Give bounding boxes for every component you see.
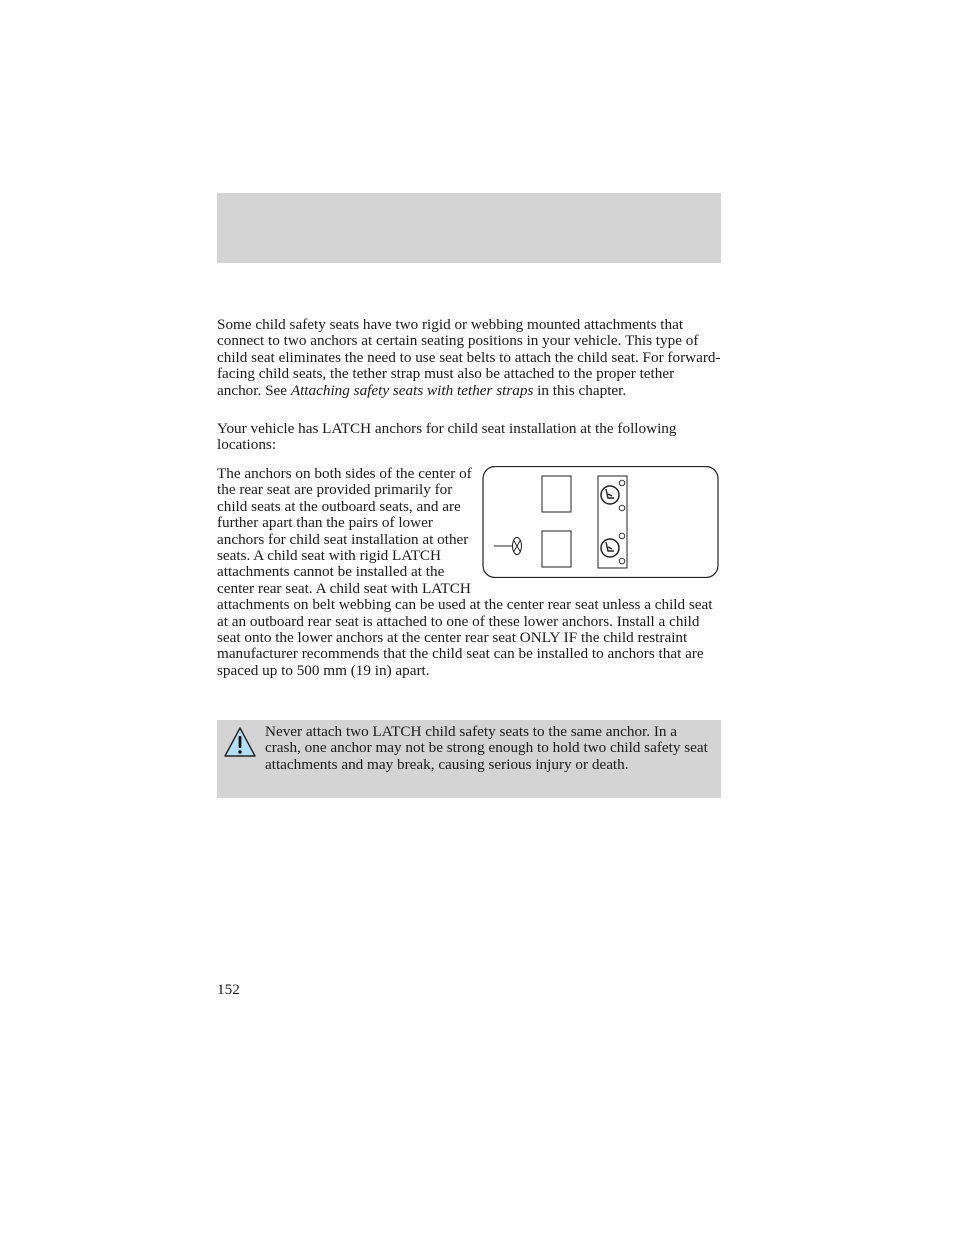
page-number: 152: [217, 981, 240, 998]
warning-box: [217, 720, 721, 798]
intro-paragraph: [217, 317, 721, 399]
section-header-band: [217, 193, 721, 263]
warning-text: Never attach two LATCH child safety seats to the same anchor. In a crash, one anchor may not be strong enough to hold two child safety seat attachments and may break, causing serious injury or death.: [265, 723, 708, 773]
intro-text: Some child safety seats have two rigid or webbing mounted attachments that connect to two anchors at certain seating positions in your vehicle. This type of child seat eliminates the need to use seat belts to attach the child seat. For forward-facing child seats, the tether strap must also be attached to the proper tether anchor. See: [217, 316, 721, 399]
latch-anchor-diagram: [482, 466, 720, 578]
anchors-paragraph: The anchors on both sides of the center of the rear seat are provided primarily for child seats at the outboard seats, and are further apart than the pairs of lower anchors for child seat installation at other seats. A child seat with rigid LATCH attachments cannot be installed at the center rear seat. A child seat with LATCH attachments on belt webbing can be used at the center rear seat unless a child seat at an outboard rear seat is attached to one of these lower anchors. Install a child seat onto the lower anchors at the center rear seat ONLY IF the child restraint manufacturer recommends that the child seat can be installed to anchors that are spaced up to 500 mm (19 in) apart.: [217, 465, 713, 679]
anchors-paragraph-block: [217, 466, 721, 679]
locations-paragraph: Your vehicle has LATCH anchors for child seat installation at the following locations:: [217, 420, 677, 454]
warning-content: [224, 724, 714, 773]
warning-triangle-icon: [223, 725, 257, 759]
intro-text-end: in this chapter.: [533, 381, 627, 399]
cross-reference: Attaching safety seats with tether straps: [290, 381, 534, 399]
